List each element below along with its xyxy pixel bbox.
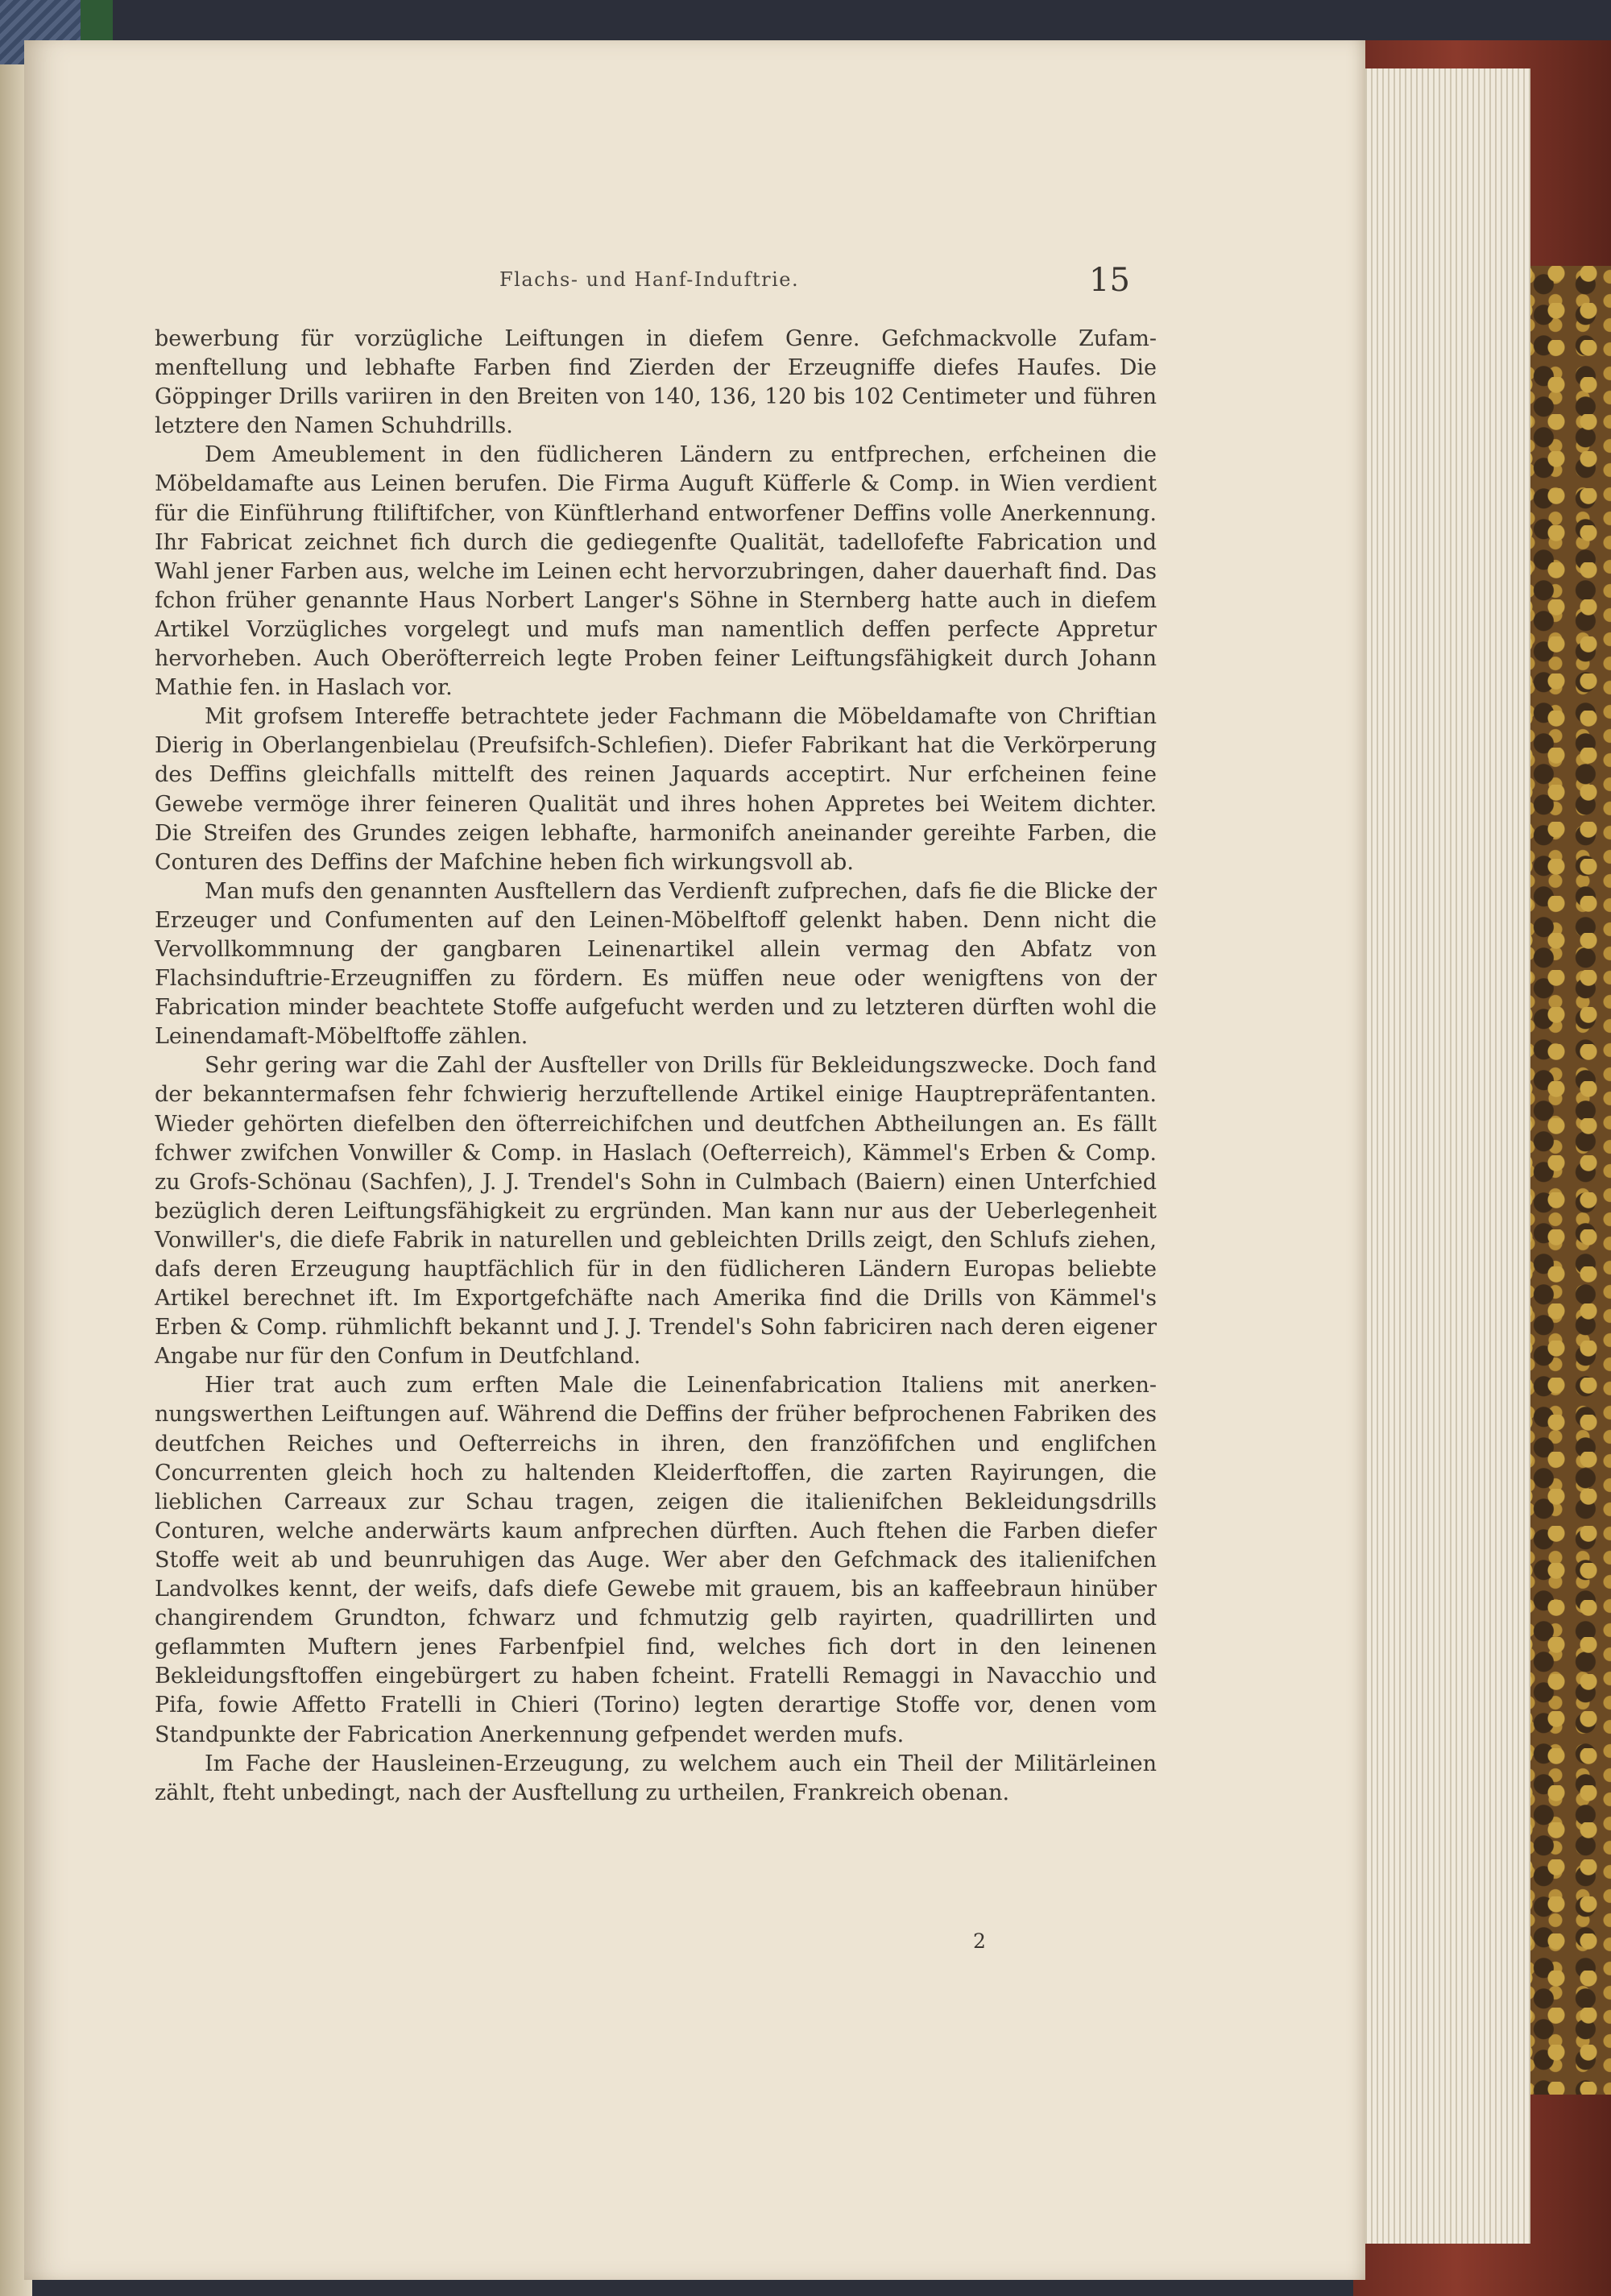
page-number: 15	[1089, 262, 1130, 299]
book-page	[24, 40, 1365, 2280]
page-edges	[1361, 68, 1530, 2244]
paragraph: Man mufs den genannten Ausftellern das Verdienft zufprechen, dafs fie die Blicke der Erzeuger und Confumenten auf den Leinen-Möbelftoff gelenkt haben. Denn nicht die Vervollkommnung der gangbaren Leinenartikel allein vermag den Abfatz von Flachsinduftrie-Erzeugniffen zu fördern. Es müffen neue oder wenigftens von der Fabrication minder beachtete Stoffe aufgefucht werden und zu letzteren dürften wohl die Leinendamaft-Möbelftoffe zählen.	[155, 878, 1157, 1050]
paragraph: Sehr gering war die Zahl der Ausfteller von Drills für Bekleidungszwecke. Doch fand der bekanntermafsen fehr fchwierig herzuftellende Artikel einige Hauptrepräfentanten. Wieder gehörten diefelben den öfterreichifchen und deutfchen Abtheilungen an. Es fällt fchwer zwifchen Vonwiller & Comp. in Haslach (Oefterreich), Kämmel's Erben & Comp. zu Grofs-Schönau (Sachfen), J. J. Trendel's Sohn in Culmbach (Baiern) einen Unterfchied bezüglich deren Leiftungsfähigkeit zu ergründen. Man kann nur aus der Ueberlegenheit Vonwiller's, die diefe Fabrik in naturellen und gebleichten Drills zeigt, den Schlufs ziehen, dafs deren Erzeugung hauptfächlich für in den füdlicheren Ländern Europas beliebte Artikel berechnet ift. Im Exportgefchäfte nach Amerika find die Drills von Kämmel's Erben & Comp. rühmlichft bekannt und J. J. Trendel's Sohn fabriciren nach deren eigener Angabe nur für den Confum in Deutfchland.	[155, 1053, 1157, 1370]
page-header	[24, 262, 1365, 302]
paragraph: Im Fache der Hausleinen-Erzeugung, zu welchem auch ein Theil der Militärleinen zählt, fteht unbedingt, nach der Ausftellung zu urtheilen, Frankreich obenan.	[155, 1751, 1157, 1805]
body-text	[155, 325, 1157, 1808]
paragraph: Dem Ameublement in den füdlicheren Ländern zu entfprechen, erfcheinen die Möbeldamafte aus Leinen berufen. Die Firma Auguft Küfferle & Comp. in Wien verdient für die Einführung ftiliftifcher, von Künftlerhand entworfener Deffins volle Anerkennung. Ihr Fabricat zeichnet fich durch die gediegenfte Qualität, tadellofefte Fabrication und Wahl jener Farben aus, welche im Leinen echt hervorzubringen, daher dauerhaft find. Das fchon früher genannte Haus Norbert Langer's Söhne in Sternberg hatte auch in diefem Artikel Vorzügliches vorgelegt und mufs man namentlich deffen perfecte Appretur hervorheben. Auch Oberöfterreich legte Proben feiner Leiftungsfähigkeit durch Johann Mathie fen. in Haslach vor.	[155, 442, 1157, 701]
running-title: Flachs- und Hanf-Induftrie.	[499, 268, 800, 291]
signature-mark: 2	[973, 1929, 986, 1953]
paragraph: Mit grofsem Intereffe betrachtete jeder Fachmann die Möbeldamafte von Chriftian Dierig in Oberlangenbielau (Preufsifch-Schlefien). Diefer Fabrikant hat die Verkörperung des Deffins gleichfalls mittelft des reinen Jaquards acceptirt. Nur erfcheinen feine Gewebe vermöge ihrer feineren Qualität und ihres hohen Appretes bei Weitem dichter. Die Streifen des Grundes zeigen lebhafte, harmonifch aneinander gereihte Farben, die Conturen des Deffins der Mafchine heben fich wirkungsvoll ab.	[155, 704, 1157, 875]
paragraph: Hier trat auch zum erften Male die Leinenfabrication Italiens mit anerkennungswerthen Leiftungen auf. Während die Deffins der früher befprochenen Fabriken des deutfchen Reiches und Oefterreichs in ihren, den franzöfifchen und englifchen Concurrenten gleich hoch zu haltenden Kleiderftoffen, die zarten Rayirungen, die lieblichen Carreaux zur Schau tragen, zeigen die italienifchen Bekleidungsdrills Conturen, welche anderwärts kaum anfprechen dürften. Auch ftehen die Farben diefer Stoffe weit ab und beunruhigen das Auge. Wer aber den Gefchmack des italienifchen Landvolkes kennt, der weifs, dafs diefe Gewebe mit grauem, bis an kaffeebraun hinüber changirendem Grundton, fchwarz und fchmutzig gelb rayirten, quadrillirten und geflammten Muftern jenes Farbenfpiel find, welches fich dort in den leinenen Bekleidungsftoffen eingebürgert zu haben fcheint. Fratelli Remaggi in Navacchio und Pifa, fowie Affetto Fratelli in Chieri (Torino) legten derartige Stoffe vor, denen vom Standpunkte der Fabrication Anerkennung gefpendet werden mufs.	[155, 1373, 1157, 1747]
paragraph: bewerbung für vorzügliche Leiftungen in diefem Genre. Gefchmackvolle Zufammenftellung und lebhafte Farben find Zierden der Erzeugniffe diefes Haufes. Die Göppinger Drills variiren in den Breiten von 140, 136, 120 bis 102 Centimeter und führen letztere den Namen Schuhdrills.	[155, 326, 1157, 439]
